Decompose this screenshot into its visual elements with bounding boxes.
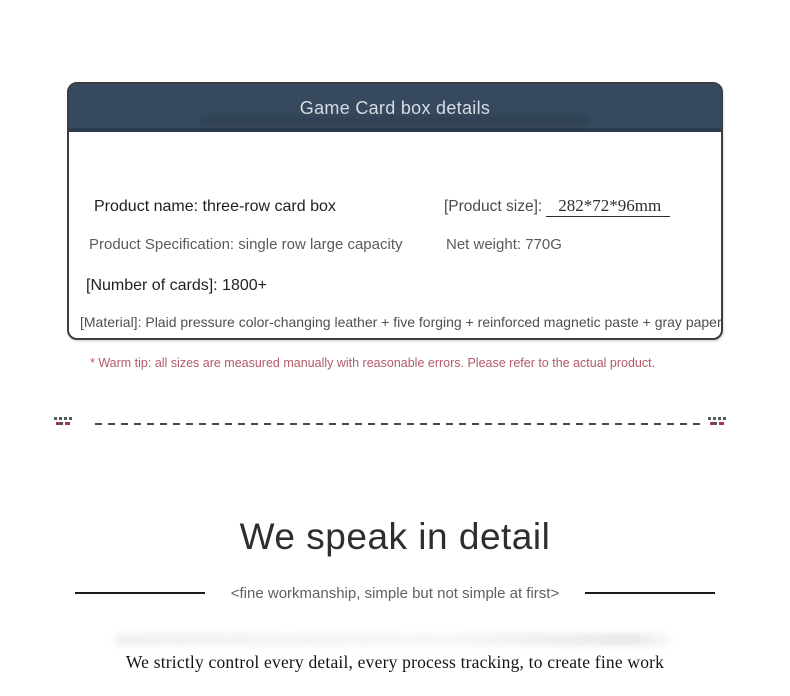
material-text: [Material]: Plaid pressure color-changing leather + five forging + reinforced magnetic paste + gray paper [80, 314, 722, 330]
num-cards-text: [Number of cards]: 1800+ [86, 277, 267, 294]
divider-mark-top-bar [54, 417, 74, 420]
divider-mark-bottom-bar [710, 422, 724, 425]
product-size-row [444, 196, 670, 216]
product-name-text: Product name: three-row card box [94, 198, 336, 215]
subtitle-right-rule [585, 592, 715, 594]
section-subtitle: <fine workmanship, simple but not simple at first> [230, 584, 560, 602]
subtitle-left-rule [75, 592, 205, 594]
warm-tip-text: * Warm tip: all sizes are measured manually with reasonable errors. Please refer to the actual product. [90, 356, 656, 370]
divider-mark-bottom-bar [56, 422, 70, 425]
product-size-value: 282*72*96mm [546, 196, 670, 217]
divider-end-mark-right [707, 416, 729, 429]
header-ghost-smudge [200, 116, 590, 125]
spec-card [67, 82, 723, 370]
dashed-divider [95, 423, 705, 425]
divider-mark-top-bar [708, 417, 728, 420]
product-spec-text: Product Specification: single row large capacity [89, 236, 403, 253]
ghost-text-smudge [115, 633, 670, 646]
section-subtitle-row [0, 583, 790, 603]
section-heading: We speak in detail [239, 516, 551, 557]
spec-card-body [69, 132, 722, 370]
spec-card-title: Game Card box details [299, 98, 491, 118]
section-tagline: We strictly control every detail, every process tracking, to create fine work [125, 652, 665, 672]
divider-end-mark-left [53, 416, 75, 429]
net-weight-text: Net weight: 770G [446, 236, 562, 253]
product-size-label: [Product size]: [444, 198, 543, 215]
spec-card-header [69, 84, 721, 132]
